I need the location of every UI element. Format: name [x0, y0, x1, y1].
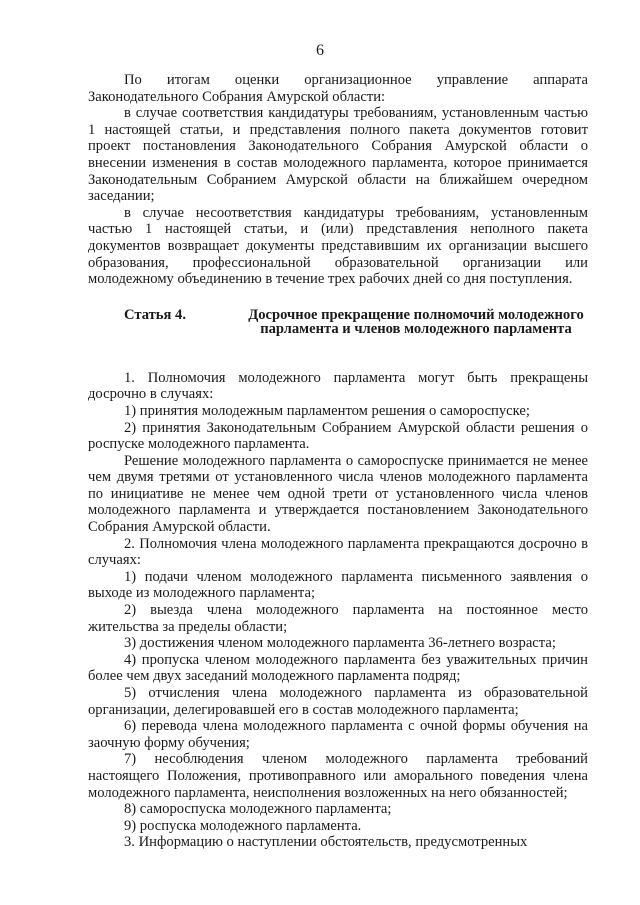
page-number: 6 [316, 42, 324, 59]
list-item: 6) перевода члена молодежного парламента с очной формы обучения на заочную форму обучения; [88, 718, 588, 751]
list-item: 1) принятия молодежным парламентом решения о самороспуске; [124, 402, 530, 419]
list-item: 1) подачи членом молодежного парламента письменного заявления о выходе из молодежного парламента; [88, 568, 588, 602]
paragraph: По итогам оценки организационное управление аппарата Законодательного Собрания Амурской области: [88, 72, 588, 105]
article-title: Досрочное прекращение полномочий молодежного парламента и членов молодежного парламента [248, 306, 584, 337]
article-heading [88, 308, 588, 336]
list-item: 9) роспуска молодежного парламента. [124, 817, 362, 834]
article-number: Статья 4. [124, 306, 186, 323]
paragraph: в случае соответствия кандидатуры требованиям, установленным частью 1 настоящей статьи, и представления полного пакета документов готовит проект постановления Законодательного Собрания Амурской области о внесении изменения в состав молодежного парламента, которое принимается Законодательным Собранием Амурской области на ближайшем очередном заседании; [88, 105, 588, 205]
paragraph: Решение молодежного парламента о самороспуске принимается не менее чем двумя третями от установленного числа членов молодежного парламента по инициативе не менее чем одной трети от установленного числа членов молодежного парламента и утверждается постановлением Законодательного Собрания Амурской области. [88, 452, 588, 536]
list-item: 3) достижения членом молодежного парламента 36-летнего возраста; [124, 635, 556, 652]
list-item: 4) пропуска членом молодежного парламента без уважительных причин более чем двух заседаний молодежного парламента подряд; [88, 651, 588, 685]
list-item: 7) несоблюдения членом молодежного парламента требований настоящего Положения, противоправного или аморального поведения члена молодежного парламента, неисполнения возложенных на него обязанностей; [88, 751, 588, 801]
paragraph: 3. Информацию о наступлении обстоятельств, предусмотренных [124, 834, 528, 851]
document-body [88, 72, 588, 851]
paragraph: 1. Полномочия молодежного парламента могут быть прекращены досрочно в случаях: [88, 369, 588, 403]
paragraph: 2. Полномочия члена молодежного парламента прекращаются досрочно в случаях: [88, 535, 588, 569]
list-item: 5) отчисления члена молодежного парламента из образовательной организации, делегировавшей его в состав молодежного парламента; [88, 685, 588, 718]
list-item: 2) принятия Законодательным Собранием Амурской области решения о роспуске молодежного парламента. [88, 419, 588, 453]
list-item: 8) самороспуска молодежного парламента; [124, 801, 392, 818]
list-item: 2) выезда члена молодежного парламента на постоянное место жительства за пределы области; [88, 602, 588, 635]
paragraph: в случае несоответствия кандидатуры требованиям, установленным частью 1 настоящей статьи, и (или) представления неполного пакета документов возвращает документы представившим их организации высшего образования, профессиональной образовательной организации или молодежному объединению в течение трех рабочих дней со дня поступления. [88, 204, 588, 288]
